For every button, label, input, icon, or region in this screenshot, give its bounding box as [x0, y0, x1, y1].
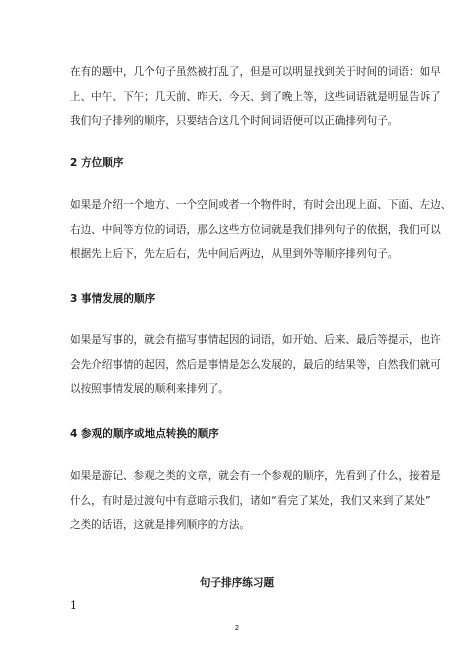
section-heading-visit-order: 4 参观的顺序或地点转换的顺序	[70, 428, 219, 440]
section-heading-event-order: 3 事情发展的顺序	[70, 293, 156, 305]
page-number: 2	[234, 624, 240, 632]
paragraph-line: 根据先上后下，先左后右，先中间后两边，从里到外等顺序排列句子。	[70, 248, 399, 260]
paragraph-line: 什么，有时是过渡句中有意暗示我们，诸如“看完了某处，我们又来到了某处”	[70, 494, 431, 507]
section-paragraph-visit-order	[70, 464, 441, 538]
paragraph-line: 之类的话语，这就是排列顺序的方法。	[70, 519, 251, 531]
paragraph-line: 右边、中间等方位的词语，那么这些方位词就是我们排列句子的依据，我们可以	[70, 223, 441, 236]
exercise-title: 句子排序练习题	[199, 577, 275, 589]
intro-paragraph	[70, 60, 441, 134]
section-heading-direction-order: 2 方位顺序	[70, 157, 124, 169]
paragraph-line: 会先介绍事情的起因，然后是事情是怎么发展的，最后的结果等，自然我们就可	[70, 358, 441, 371]
section-paragraph-direction-order	[70, 193, 452, 267]
question-number: 1	[70, 599, 77, 612]
section-paragraph-event-order	[70, 328, 441, 402]
paragraph-line: 在有的题中，几个句子虽然被打乱了，但是可以明显找到关于时间的词语：如早	[70, 66, 441, 78]
paragraph-line: 如果是游记、参观之类的文章，就会有一个参观的顺序，先看到了什么，接着是	[70, 470, 441, 482]
paragraph-line: 如果是写事的，就会有描写事情起因的词语，如开始、后来、最后等提示，也许	[70, 334, 441, 346]
paragraph-line: 以按照事情发展的顺利来排列了。	[70, 383, 229, 395]
paragraph-line: 我们句子排列的顺序，只要结合这几个时间词语便可以正确排列句子。	[70, 115, 399, 127]
paragraph-line: 如果是介绍一个地方、一个空间或者一个物件时，有时会出现上面、下面、左边、	[70, 199, 452, 211]
paragraph-line: 上、中午、下午；几天前、昨天、今天、到了晚上等，这些词语就是明显告诉了	[70, 90, 441, 103]
